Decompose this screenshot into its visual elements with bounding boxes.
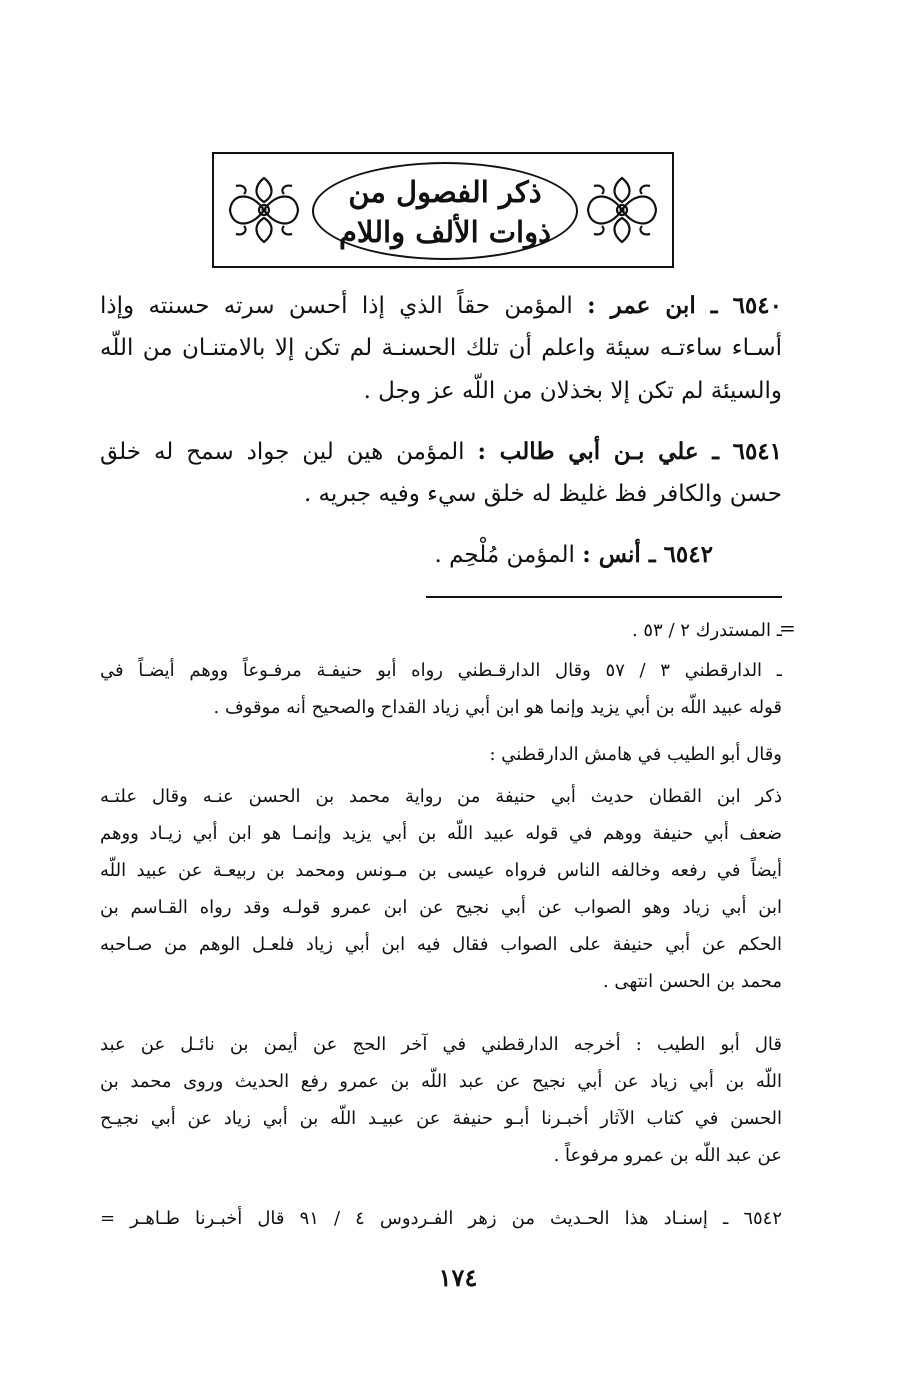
footnote-line: أيضاً في رفعه وخالفه الناس فرواه عيسى بن مـونس ومحمد بن ربيعـة عن عبيد اللّه <box>100 860 782 881</box>
footnote-abu-tayyib-intro <box>100 736 782 773</box>
entry-heading: ٦٥٤٢ ـ أنس : <box>582 541 713 568</box>
chapter-title-line-2: ذوات الألف واللام <box>338 215 552 249</box>
text-line: ٦٥٤١ ـ علي بـن أبي طالب : المؤمن هين لين جواد سمح له خلق <box>100 438 782 465</box>
title-cartouche <box>312 162 578 260</box>
hadith-entry-6542 <box>100 533 782 576</box>
footnote-line: ٦٥٤٢ ـ إسنـاد هذا الحـديث من زهر الفـردوس ٤ / ٩١ قال أخبـرنا طـاهـر = <box>100 1208 782 1229</box>
continuation-mark: = <box>779 616 796 640</box>
hadith-entry-6541 <box>100 430 782 516</box>
text-line: ٦٥٤٢ ـ أنس : المؤمن مُلْحِم . <box>434 541 713 568</box>
page-number: ١٧٤ <box>438 1263 478 1292</box>
text-line: حسن والكافر فظ غليظ له خلق سيء وفيه جبريه . <box>303 481 782 507</box>
footnote-line: ـ المستدرك ٢ / ٥٣ . <box>631 620 782 641</box>
footnote-line: اللّه بن أبي زياد عن أبي نجيح عن عبد اللّه بن عمرو رفع الحديث وروى محمد بن <box>100 1071 782 1092</box>
text-line: والسيئة لم تكن إلا بخذلان من اللّه عز وجل . <box>363 378 782 404</box>
floral-ornament-icon <box>222 172 306 248</box>
footnote-line: محمد بن الحسن انتهى . <box>602 971 782 992</box>
entry-heading: ٦٥٤١ ـ علي بـن أبي طالب : <box>477 438 782 465</box>
footnote-line: ذكر ابن القطان حديث أبي حنيفة من رواية محمد بن الحسن عنـه وقال علتـه <box>100 786 782 807</box>
footnote-6542 <box>100 1200 782 1237</box>
entry-heading: ٦٥٤٠ ـ ابن عمر : <box>587 292 782 319</box>
footnote-line: وقال أبو الطيب في هامش الدارقطني : <box>489 744 782 765</box>
hadith-entry-6540 <box>100 284 782 413</box>
footnote-line: قوله عبيد اللّه بن أبي يزيد وإنما هو ابن أبي زياد القداح والصحيح أنه موقوف . <box>213 697 782 718</box>
footnote-line: ـ الدارقطني ٣ / ٥٧ وقال الدارقـطني رواه أبو حنيفـة مرفـوعاً ووهم أيضـاً في <box>100 660 782 681</box>
chapter-title-line-1: ذكر الفصول من <box>348 175 542 209</box>
footnote-line: قال أبو الطيب : أخرجه الدارقطني في آخر الحج عن أيمن بن نائـل عن عبد <box>100 1034 782 1055</box>
footnote-line: ضعف أبي حنيفة ووهم في قوله عبيد اللّه بن أبي يزيد وإنمـا هو ابن أبي زيـاد ووهم <box>100 823 782 844</box>
footnote-line: عن عبد اللّه بن عمرو مرفوعاً . <box>553 1145 782 1166</box>
text-line: ٦٥٤٠ ـ ابن عمر : المؤمن حقاً الذي إذا أحسن سرته حسنته وإذا <box>100 292 782 319</box>
footnote-abu-tayyib-takhrij <box>100 1026 782 1174</box>
chapter-title-frame <box>212 152 674 268</box>
footnote-divider <box>426 596 782 598</box>
footnote-daraqutni <box>100 652 782 726</box>
text-line: أسـاء ساءتـه سيئة واعلم أن تلك الحسنـة لم تكن إلا بالامتنـان من اللّه <box>100 335 782 361</box>
footnote-ibn-qattan <box>100 778 782 1000</box>
footnote-line: الحكم عن أبي حنيفة على الصواب فقال فيه ابن أبي زياد فلعـل الوهم من صـاحبه <box>100 934 782 955</box>
footnote-mustadrak <box>100 612 782 649</box>
floral-ornament-icon <box>580 172 664 248</box>
footnote-line: الحسن في كتاب الآثار أخبـرنا أبـو حنيفة عن عبيـد اللّه بن أبي زياد عن أبي نجيـح <box>100 1108 782 1129</box>
footnote-line: ابن أبي زياد وهو الصواب عن أبي نجيح عن ابن عمرو قولـه وقد رواه القـاسم بن <box>100 897 782 918</box>
